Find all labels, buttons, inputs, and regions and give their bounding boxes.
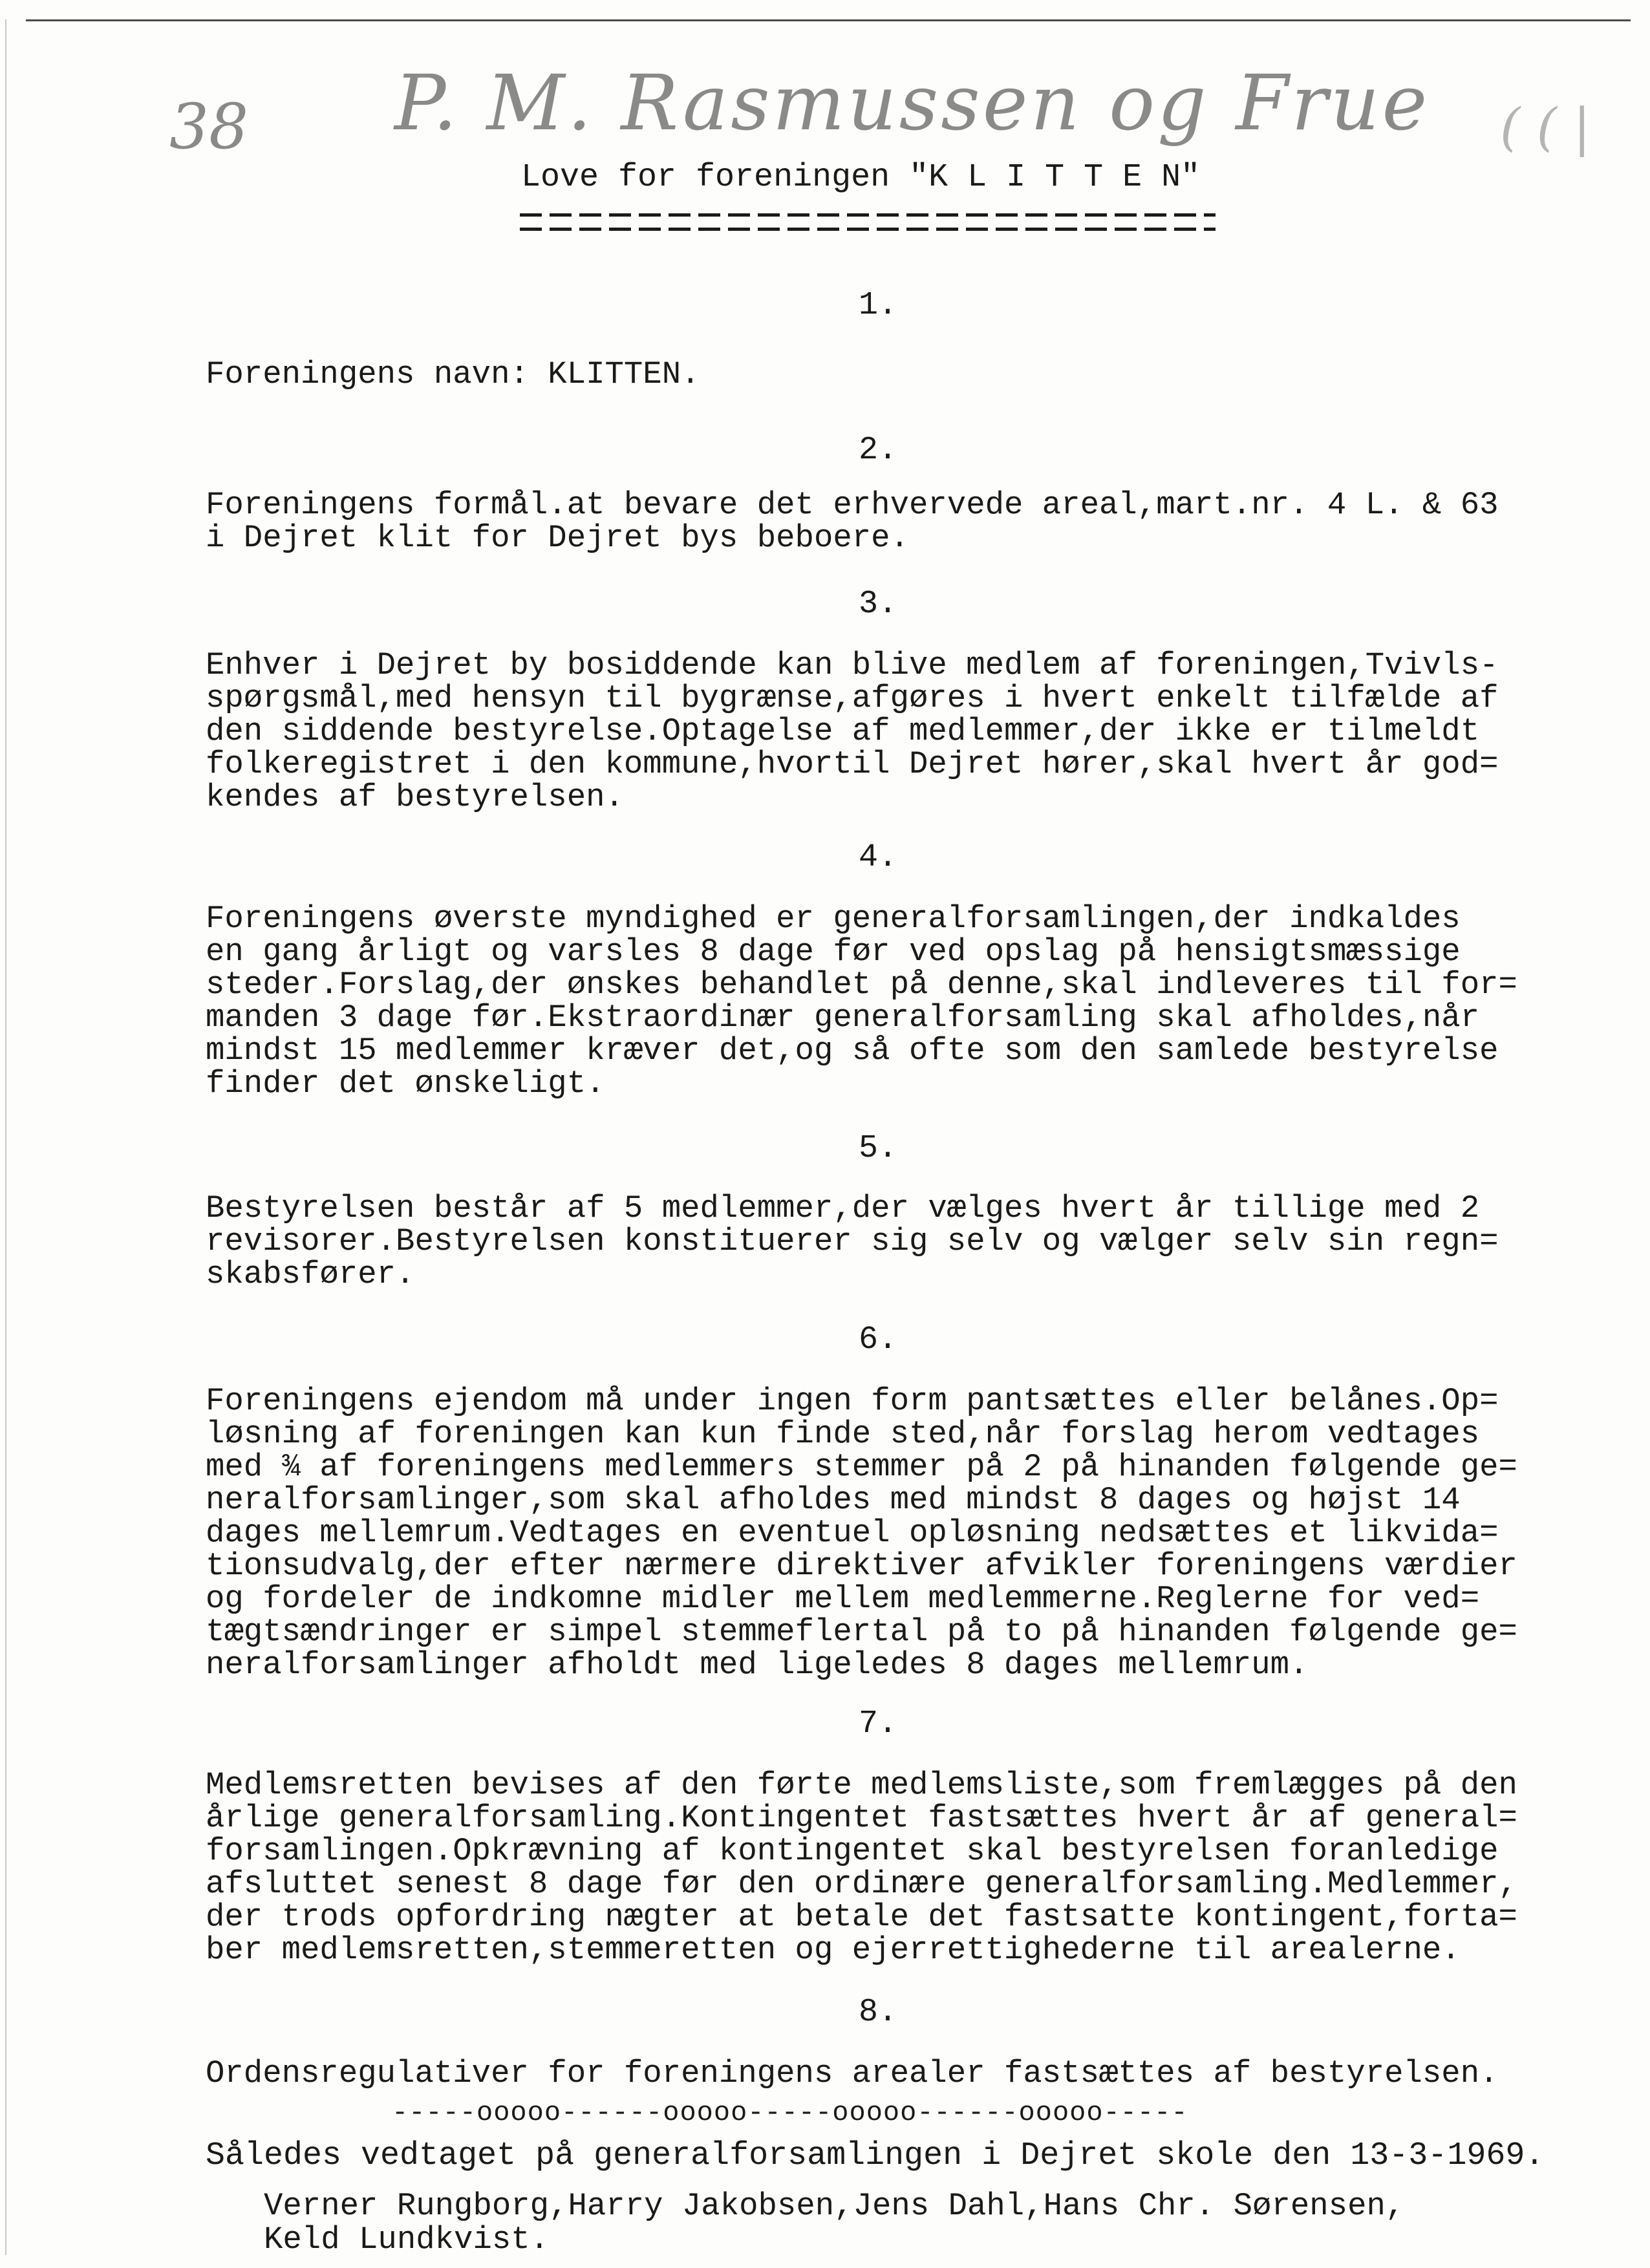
section-number: 8. [859,1994,898,2031]
section-number: 7. [859,1706,898,1742]
adoption-statement: Således vedtaget på generalforsamlingen i Dejret skole den 13-3-1969. [206,2137,1545,2174]
document-title: Love for foreningen "K L I T T E N" [521,159,1201,196]
section-text: Enhver i Dejret by bosiddende kan blive medlem af foreningen,Tvivls- spørgsmål,med hensyn til bygrænse,afgøres i hvert enkelt tilfælde af den siddende bestyrelse.Optagelse af medlemmer,der ikke er tilmeldt folkeregistret i den kommune,hvortil Dejret hører,skal hvert år god= kendes af bestyrelsen. [206,647,1499,815]
section-text: Foreningens navn: KLITTEN. [206,356,700,392]
section-text: Medlemsretten bevises af den førte medlemsliste,som fremlægges på den årlige generalforsamling.Kontingentet fastsættes hvert år af general= forsamlingen.Opkrævning af kontingentet skal bestyrelsen foranledige afsluttet senest 8 dage før den ordinære generalforsamling.Medlemmer, der trods opfordring nægter at betale det fastsatte kontingent,forta= ber medlemsretten,stemmeretten og ejerrettighederne til arealerne. [206,1767,1517,1968]
page-left-edge [5,19,6,2255]
section-text: Ordensregulativer for foreningens arealer fastsættes af bestyrelsen. [206,2055,1499,2091]
section-number: 6. [859,1321,898,1358]
page-top-edge [26,19,1631,21]
section-number: 4. [859,839,898,876]
title-underline-double [520,228,1216,231]
signatories: Verner Rungborg,Harry Jakobsen,Jens Dahl,Hans Chr. Sørensen, Keld Lundkvist. [264,2188,1405,2258]
handwritten-page-number: 38 [169,91,249,163]
section-number: 2. [859,432,898,469]
decorative-separator: -----ooooo------ooooo-----ooooo------ooooo----- [392,2097,1188,2128]
handwritten-margin-marks: ( ( | [1500,97,1591,157]
title-underline [520,213,1216,217]
section-text: Bestyrelsen består af 5 medlemmer,der vælges hvert år tillige med 2 revisorer.Bestyrelsen konstituerer sig selv og vælger selv sin regn= skabsfører. [206,1190,1499,1292]
section-number: 1. [859,287,898,324]
handwritten-annotation: P. M. Rasmussen og Frue [394,58,1430,147]
section-text: Foreningens formål.at bevare det erhvervede areal,mart.nr. 4 L. & 63 i Dejret klit for Dejret bys beboere. [206,487,1499,556]
section-text: Foreningens ejendom må under ingen form pantsættes eller belånes.Op= løsning af foreningen kan kun finde sted,når forslag herom vedtages med ¾ af foreningens medlemmers stemmer på 2 på hinanden følgende ge= neralforsamlinger,som skal afholdes med mindst 8 dages og højst 14 dages mellemrum.Vedtages en eventuel opløsning nedsættes et likvida= tionsudvalg,der efter nærmere direktiver afvikler foreningens værdier og fordeler de indkomne midler mellem medlemmerne.Reglerne for ved= tægtsændringer er simpel stemmeflertal på to på hinanden følgende ge= neralforsamlinger afholdt med ligeledes 8 dages mellemrum. [206,1383,1517,1683]
section-number: 3. [859,586,898,623]
section-number: 5. [859,1130,898,1167]
section-text: Foreningens øverste myndighed er generalforsamlingen,der indkaldes en gang årligt og varsles 8 dage før ved opslag på hensigtsmæssige steder.Forslag,der ønskes behandlet på denne,skal indleveres til for= manden 3 dage før.Ekstraordinær generalforsamling skal afholdes,når mindst 15 medlemmer kræver det,og så ofte som den samlede bestyrelse finder det ønskeligt. [206,901,1517,1102]
